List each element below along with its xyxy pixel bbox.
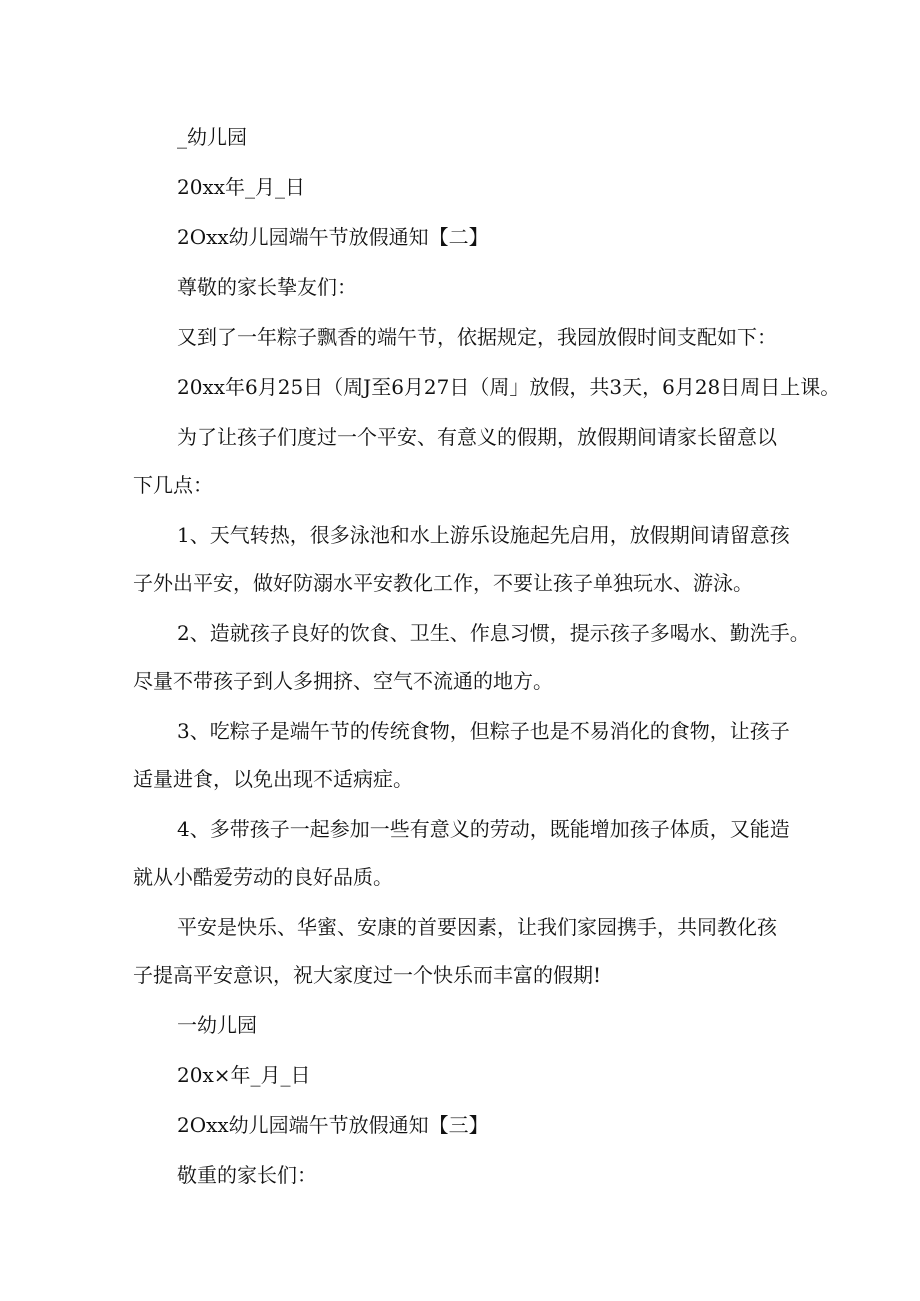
kindergarten-name-top: _幼儿园 xyxy=(177,125,247,149)
holiday-intro: 又到了一年粽子飘香的端午节，依据规定，我园放假时间支配如下： xyxy=(177,325,777,349)
point-3-line-1: 3、吃粽子是端午节的传统食物，但粽子也是不易消化的食物，让孩子 xyxy=(177,719,790,743)
point-1-line-2: 子外出平安，做好防溺水平安教化工作，不要让孩子单独玩水、游泳。 xyxy=(133,571,753,595)
point-4-line-1: 4、多带孩子一起参加一些有意义的劳动，既能增加孩子体质，又能造 xyxy=(177,817,790,841)
point-2-line-1: 2、造就孩子良好的饮食、卫生、作息习惯，提示孩子多喝水、勤洗手。 xyxy=(177,621,810,645)
reminder-intro-line-1: 为了让孩子们度过一个平安、有意义的假期，放假期间请家长留意以 xyxy=(177,425,777,449)
point-1-line-1: 1、天气转热，很多泳池和水上游乐设施起先启用，放假期间请留意孩 xyxy=(177,523,790,547)
date-signature: 20x×年_月_日 xyxy=(177,1063,311,1087)
closing-line-1: 平安是快乐、华蜜、安康的首要因素，让我们家园携手，共同教化孩 xyxy=(177,915,777,939)
notice-title-two: 2Oxx幼儿园端午节放假通知【二】 xyxy=(177,225,489,249)
point-4-line-2: 就从小酷爱劳动的良好品质。 xyxy=(133,865,393,889)
holiday-schedule: 20xx年6月25日（周J至6月27日（周」放假，共3天，6月28日周日上课。 xyxy=(177,375,841,399)
kindergarten-signature: 一幼儿园 xyxy=(177,1013,257,1037)
closing-line-2: 子提高平安意识，祝大家度过一个快乐而丰富的假期! xyxy=(133,963,602,987)
point-2-line-2: 尽量不带孩子到人多拥挤、空气不流通的地方。 xyxy=(133,669,553,693)
point-3-line-2: 适量进食，以免出现不适病症。 xyxy=(133,767,413,791)
reminder-intro-line-2: 下几点： xyxy=(133,473,213,497)
notice-title-three: 2Oxx幼儿园端午节放假通知【三】 xyxy=(177,1113,489,1137)
greeting-parents-friends: 尊敬的家长挚友们： xyxy=(177,275,357,299)
date-top: 20xx年_月_日 xyxy=(177,175,306,199)
greeting-parents: 敬重的家长们： xyxy=(177,1163,317,1187)
